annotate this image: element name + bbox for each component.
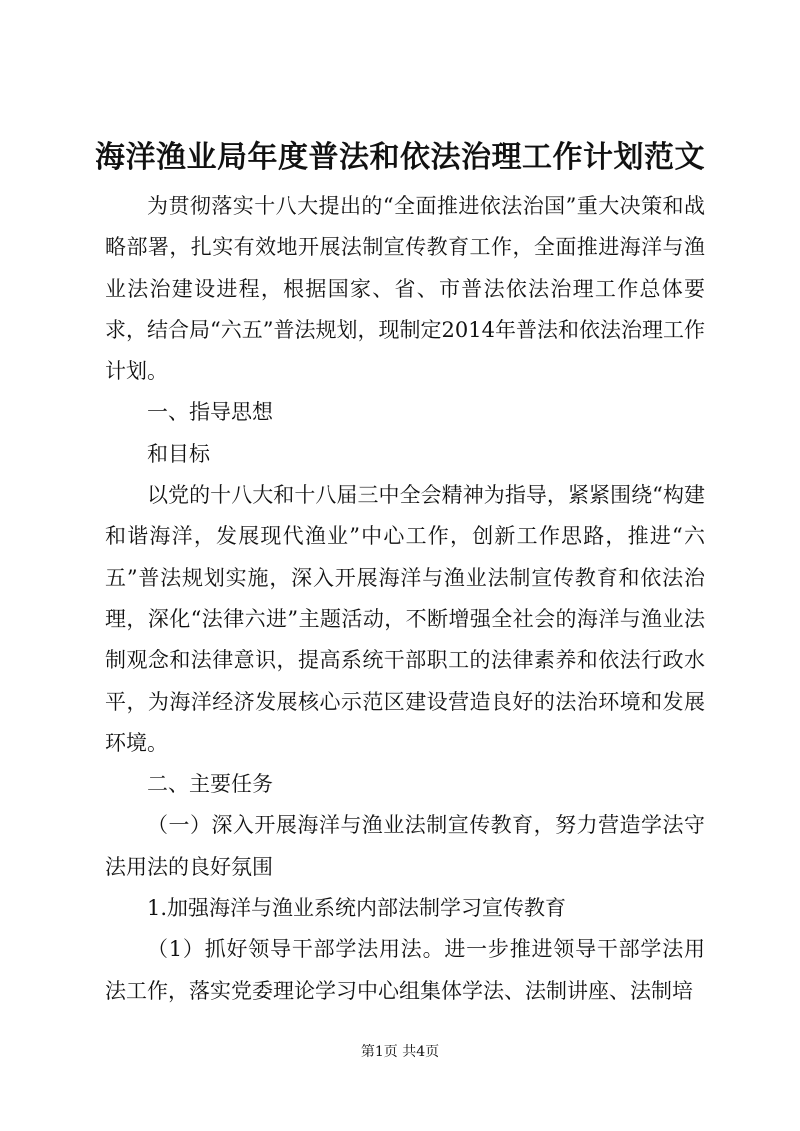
section-heading-main-tasks: 二、主要任务 — [147, 772, 273, 797]
section-heading-continuation: 和目标 — [147, 441, 210, 466]
document-title: 海洋渔业局年度普法和依法治理工作计划范文 — [95, 140, 705, 175]
page-number: 第1页 共4页 — [360, 1044, 440, 1060]
subsection-heading-1: （一）深入开展海洋与渔业法制宣传教育，努力营造学法守法用法的良好氛围 — [105, 813, 705, 879]
paragraph-intro: 为贯彻落实十八大提出的“全面推进依法治国”重大决策和战略部署，扎实有效地开展法制宣传教育工作，全面推进海洋与渔业法治建设进程，根据国家、省、市普法依法治理工作总体要求，结合局“六五”普法规划，现制定2014年普法和依法治理工作计划。 — [105, 194, 705, 384]
paragraph-guiding-ideology: 以党的十八大和十八届三中全会精神为指导，紧紧围绕“构建和谐海洋，发展现代渔业”中心工作，创新工作思路，推进“六五”普法规划实施，深入开展海洋与渔业法制宣传教育和依法治理，深化“法律六进”主题活动，不断增强全社会的海洋与渔业法制观念和法律意识，提高系统干部职工的法律素养和依法行政水平，为海洋经济发展核心示范区建设营造良好的法治环境和发展环境。 — [105, 483, 705, 755]
paragraph-leader-study: （1）抓好领导干部学法用法。进一步推进领导干部学法用法工作，落实党委理论学习中心组集体学法、法制讲座、法制培 — [105, 937, 705, 1003]
item-heading-1: 1.加强海洋与渔业系统内部法制学习宣传教育 — [147, 896, 567, 921]
section-heading-guiding-ideology: 一、指导思想 — [147, 400, 273, 425]
document-body — [105, 186, 705, 1012]
